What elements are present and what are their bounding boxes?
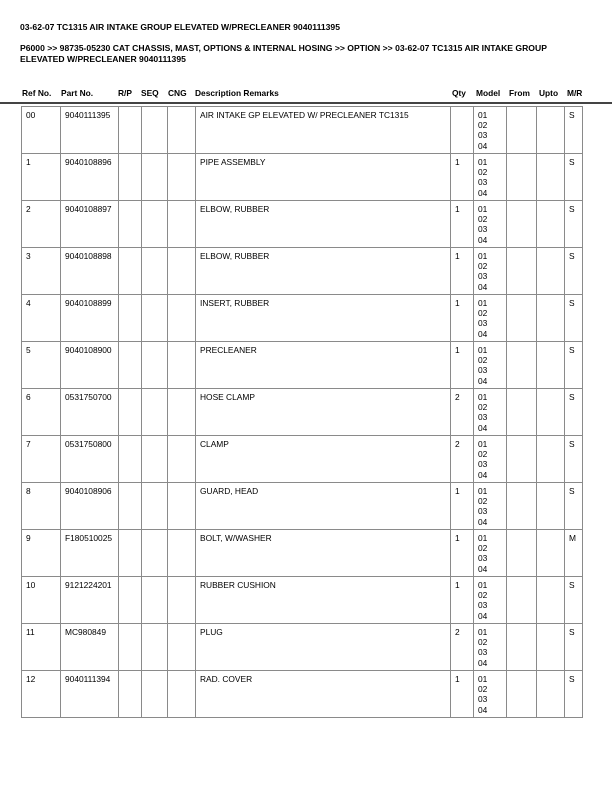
- seq-cell: [142, 389, 168, 436]
- qty-cell: 2: [451, 624, 474, 671]
- cng-cell: [168, 201, 196, 248]
- description-cell: HOSE CLAMP: [196, 389, 451, 436]
- table-row: [22, 483, 583, 530]
- upto-cell: [537, 389, 565, 436]
- ref-no-cell: 11: [22, 624, 61, 671]
- model-code: 01: [478, 298, 488, 308]
- cng-cell: [168, 248, 196, 295]
- ref-no-cell: 12: [22, 671, 61, 718]
- cng-cell: [168, 295, 196, 342]
- model-code: 04: [478, 281, 488, 292]
- document-title: 03-62-07 TC1315 AIR INTAKE GROUP ELEVATED W/PRECLEANER 9040111395: [20, 22, 340, 32]
- qty-cell: 1: [451, 248, 474, 295]
- qty-cell: 1: [451, 201, 474, 248]
- mr-cell: S: [565, 295, 583, 342]
- header-cng: CNG: [168, 88, 187, 98]
- description-cell: RUBBER CUSHION: [196, 577, 451, 624]
- rp-cell: [119, 577, 142, 624]
- qty-cell: 1: [451, 154, 474, 201]
- from-cell: [507, 483, 537, 530]
- model-code: 01: [478, 110, 488, 120]
- seq-cell: [142, 671, 168, 718]
- model-code: 04: [478, 563, 488, 574]
- part-no-cell: F180510025: [61, 530, 119, 577]
- part-no-cell: 9040108897: [61, 201, 119, 248]
- model-code: 01: [478, 674, 488, 684]
- model-code: 01: [478, 627, 488, 637]
- qty-cell: 2: [451, 436, 474, 483]
- qty-cell: 1: [451, 577, 474, 624]
- model-code: 03: [478, 365, 488, 376]
- from-cell: [507, 107, 537, 154]
- ref-no-cell: 1: [22, 154, 61, 201]
- seq-cell: [142, 577, 168, 624]
- model-code: 04: [478, 610, 488, 621]
- mr-cell: S: [565, 577, 583, 624]
- table-row: [22, 530, 583, 577]
- model-cell: [474, 248, 507, 295]
- upto-cell: [537, 577, 565, 624]
- model-code: 04: [478, 187, 488, 198]
- seq-cell: [142, 436, 168, 483]
- qty-cell: [451, 107, 474, 154]
- from-cell: [507, 577, 537, 624]
- mr-cell: S: [565, 671, 583, 718]
- rp-cell: [119, 248, 142, 295]
- rp-cell: [119, 530, 142, 577]
- model-code: 04: [478, 140, 488, 151]
- part-no-cell: 9040108896: [61, 154, 119, 201]
- model-code: 01: [478, 439, 488, 449]
- model-code: 03: [478, 130, 488, 141]
- seq-cell: [142, 107, 168, 154]
- part-no-cell: 9040108899: [61, 295, 119, 342]
- model-code: 01: [478, 157, 488, 167]
- table-row: [22, 577, 583, 624]
- cng-cell: [168, 577, 196, 624]
- model-code: 01: [478, 345, 488, 355]
- qty-cell: 1: [451, 295, 474, 342]
- from-cell: [507, 389, 537, 436]
- model-code: 03: [478, 506, 488, 517]
- description-cell: ELBOW, RUBBER: [196, 248, 451, 295]
- model-code: 04: [478, 469, 488, 480]
- seq-cell: [142, 483, 168, 530]
- cng-cell: [168, 671, 196, 718]
- from-cell: [507, 436, 537, 483]
- model-code: 03: [478, 647, 488, 658]
- header-seq: SEQ: [141, 88, 159, 98]
- header-part-no: Part No.: [61, 88, 94, 98]
- description-cell: PRECLEANER: [196, 342, 451, 389]
- table-row: [22, 295, 583, 342]
- table-row: [22, 436, 583, 483]
- model-code: 01: [478, 533, 488, 543]
- cng-cell: [168, 389, 196, 436]
- description-cell: BOLT, W/WASHER: [196, 530, 451, 577]
- model-code: 02: [478, 261, 488, 272]
- ref-no-cell: 6: [22, 389, 61, 436]
- model-cell: [474, 624, 507, 671]
- from-cell: [507, 530, 537, 577]
- model-code: 02: [478, 496, 488, 507]
- rp-cell: [119, 342, 142, 389]
- header-description: Description Remarks: [195, 88, 279, 98]
- header-upto: Upto: [539, 88, 559, 98]
- model-code: 02: [478, 355, 488, 366]
- cng-cell: [168, 530, 196, 577]
- model-code: 03: [478, 177, 488, 188]
- ref-no-cell: 7: [22, 436, 61, 483]
- rp-cell: [119, 483, 142, 530]
- model-code: 02: [478, 120, 488, 131]
- ref-no-cell: 10: [22, 577, 61, 624]
- breadcrumb: P6000 >> 98735-05230 CAT CHASSIS, MAST, OPTIONS & INTERNAL HOSING >> OPTION >> 03-62-07 TC1315 AIR INTAKE GROUP ELEVATED W/PRECLEANER 9040111395: [20, 43, 547, 64]
- model-code: 03: [478, 318, 488, 329]
- mr-cell: S: [565, 201, 583, 248]
- description-cell: GUARD, HEAD: [196, 483, 451, 530]
- model-code: 04: [478, 657, 488, 668]
- part-no-cell: 9040108898: [61, 248, 119, 295]
- cng-cell: [168, 624, 196, 671]
- model-code: 02: [478, 590, 488, 601]
- table-row: [22, 201, 583, 248]
- qty-cell: 1: [451, 530, 474, 577]
- ref-no-cell: 3: [22, 248, 61, 295]
- model-code: 01: [478, 580, 488, 590]
- model-code: 02: [478, 543, 488, 554]
- header-rp: R/P: [118, 88, 132, 98]
- rp-cell: [119, 295, 142, 342]
- model-code: 03: [478, 271, 488, 282]
- upto-cell: [537, 154, 565, 201]
- model-cell: [474, 154, 507, 201]
- table-row: [22, 671, 583, 718]
- upto-cell: [537, 671, 565, 718]
- header-from: From: [509, 88, 530, 98]
- description-cell: INSERT, RUBBER: [196, 295, 451, 342]
- seq-cell: [142, 295, 168, 342]
- table-row: [22, 389, 583, 436]
- part-no-cell: 9040111394: [61, 671, 119, 718]
- ref-no-cell: 2: [22, 201, 61, 248]
- model-code: 02: [478, 402, 488, 413]
- from-cell: [507, 154, 537, 201]
- model-code: 03: [478, 412, 488, 423]
- part-no-cell: 9121224201: [61, 577, 119, 624]
- model-code: 01: [478, 251, 488, 261]
- from-cell: [507, 671, 537, 718]
- ref-no-cell: 5: [22, 342, 61, 389]
- model-code: 02: [478, 637, 488, 648]
- model-code: 01: [478, 392, 488, 402]
- ref-no-cell: 4: [22, 295, 61, 342]
- from-cell: [507, 342, 537, 389]
- model-code: 04: [478, 422, 488, 433]
- model-code: 02: [478, 167, 488, 178]
- description-cell: ELBOW, RUBBER: [196, 201, 451, 248]
- description-cell: CLAMP: [196, 436, 451, 483]
- mr-cell: S: [565, 342, 583, 389]
- table-row: [22, 107, 583, 154]
- table-row: [22, 154, 583, 201]
- upto-cell: [537, 436, 565, 483]
- part-no-cell: 9040111395: [61, 107, 119, 154]
- upto-cell: [537, 624, 565, 671]
- model-cell: [474, 342, 507, 389]
- part-no-cell: 9040108906: [61, 483, 119, 530]
- mr-cell: S: [565, 107, 583, 154]
- cng-cell: [168, 107, 196, 154]
- from-cell: [507, 295, 537, 342]
- part-no-cell: MC980849: [61, 624, 119, 671]
- rp-cell: [119, 389, 142, 436]
- table-row: [22, 248, 583, 295]
- model-code: 01: [478, 204, 488, 214]
- cng-cell: [168, 436, 196, 483]
- rp-cell: [119, 436, 142, 483]
- qty-cell: 1: [451, 671, 474, 718]
- ref-no-cell: 8: [22, 483, 61, 530]
- model-cell: [474, 295, 507, 342]
- model-cell: [474, 389, 507, 436]
- from-cell: [507, 624, 537, 671]
- model-code: 04: [478, 375, 488, 386]
- parts-table: [21, 106, 583, 718]
- part-no-cell: 0531750700: [61, 389, 119, 436]
- header-model: Model: [476, 88, 501, 98]
- header-ref-no: Ref No.: [22, 88, 52, 98]
- model-cell: [474, 577, 507, 624]
- model-code: 03: [478, 459, 488, 470]
- description-cell: AIR INTAKE GP ELEVATED W/ PRECLEANER TC1315: [196, 107, 451, 154]
- header-divider: [0, 102, 612, 104]
- rp-cell: [119, 671, 142, 718]
- seq-cell: [142, 624, 168, 671]
- description-cell: RAD. COVER: [196, 671, 451, 718]
- model-cell: [474, 530, 507, 577]
- model-cell: [474, 201, 507, 248]
- from-cell: [507, 248, 537, 295]
- ref-no-cell: 9: [22, 530, 61, 577]
- ref-no-cell: 00: [22, 107, 61, 154]
- model-code: 02: [478, 308, 488, 319]
- mr-cell: S: [565, 154, 583, 201]
- seq-cell: [142, 154, 168, 201]
- cng-cell: [168, 342, 196, 389]
- header-mr: M/R: [567, 88, 583, 98]
- table-row: [22, 624, 583, 671]
- model-cell: [474, 107, 507, 154]
- seq-cell: [142, 201, 168, 248]
- upto-cell: [537, 483, 565, 530]
- mr-cell: S: [565, 624, 583, 671]
- cng-cell: [168, 483, 196, 530]
- mr-cell: S: [565, 389, 583, 436]
- upto-cell: [537, 107, 565, 154]
- mr-cell: M: [565, 530, 583, 577]
- cng-cell: [168, 154, 196, 201]
- seq-cell: [142, 248, 168, 295]
- model-code: 04: [478, 234, 488, 245]
- qty-cell: 1: [451, 342, 474, 389]
- mr-cell: S: [565, 436, 583, 483]
- rp-cell: [119, 154, 142, 201]
- model-code: 04: [478, 328, 488, 339]
- upto-cell: [537, 530, 565, 577]
- qty-cell: 1: [451, 483, 474, 530]
- model-code: 03: [478, 224, 488, 235]
- description-cell: PLUG: [196, 624, 451, 671]
- model-cell: [474, 436, 507, 483]
- header-qty: Qty: [452, 88, 466, 98]
- seq-cell: [142, 342, 168, 389]
- mr-cell: S: [565, 483, 583, 530]
- seq-cell: [142, 530, 168, 577]
- upto-cell: [537, 342, 565, 389]
- model-code: 02: [478, 214, 488, 225]
- rp-cell: [119, 624, 142, 671]
- upto-cell: [537, 248, 565, 295]
- part-no-cell: 9040108900: [61, 342, 119, 389]
- model-code: 02: [478, 684, 488, 695]
- model-code: 03: [478, 600, 488, 611]
- model-code: 04: [478, 516, 488, 527]
- rp-cell: [119, 201, 142, 248]
- from-cell: [507, 201, 537, 248]
- model-code: 01: [478, 486, 488, 496]
- model-cell: [474, 483, 507, 530]
- upto-cell: [537, 295, 565, 342]
- model-cell: [474, 671, 507, 718]
- model-code: 02: [478, 449, 488, 460]
- table-row: [22, 342, 583, 389]
- part-no-cell: 0531750800: [61, 436, 119, 483]
- model-code: 03: [478, 694, 488, 705]
- mr-cell: S: [565, 248, 583, 295]
- qty-cell: 2: [451, 389, 474, 436]
- rp-cell: [119, 107, 142, 154]
- upto-cell: [537, 201, 565, 248]
- model-code: 03: [478, 553, 488, 564]
- model-code: 04: [478, 704, 488, 715]
- description-cell: PIPE ASSEMBLY: [196, 154, 451, 201]
